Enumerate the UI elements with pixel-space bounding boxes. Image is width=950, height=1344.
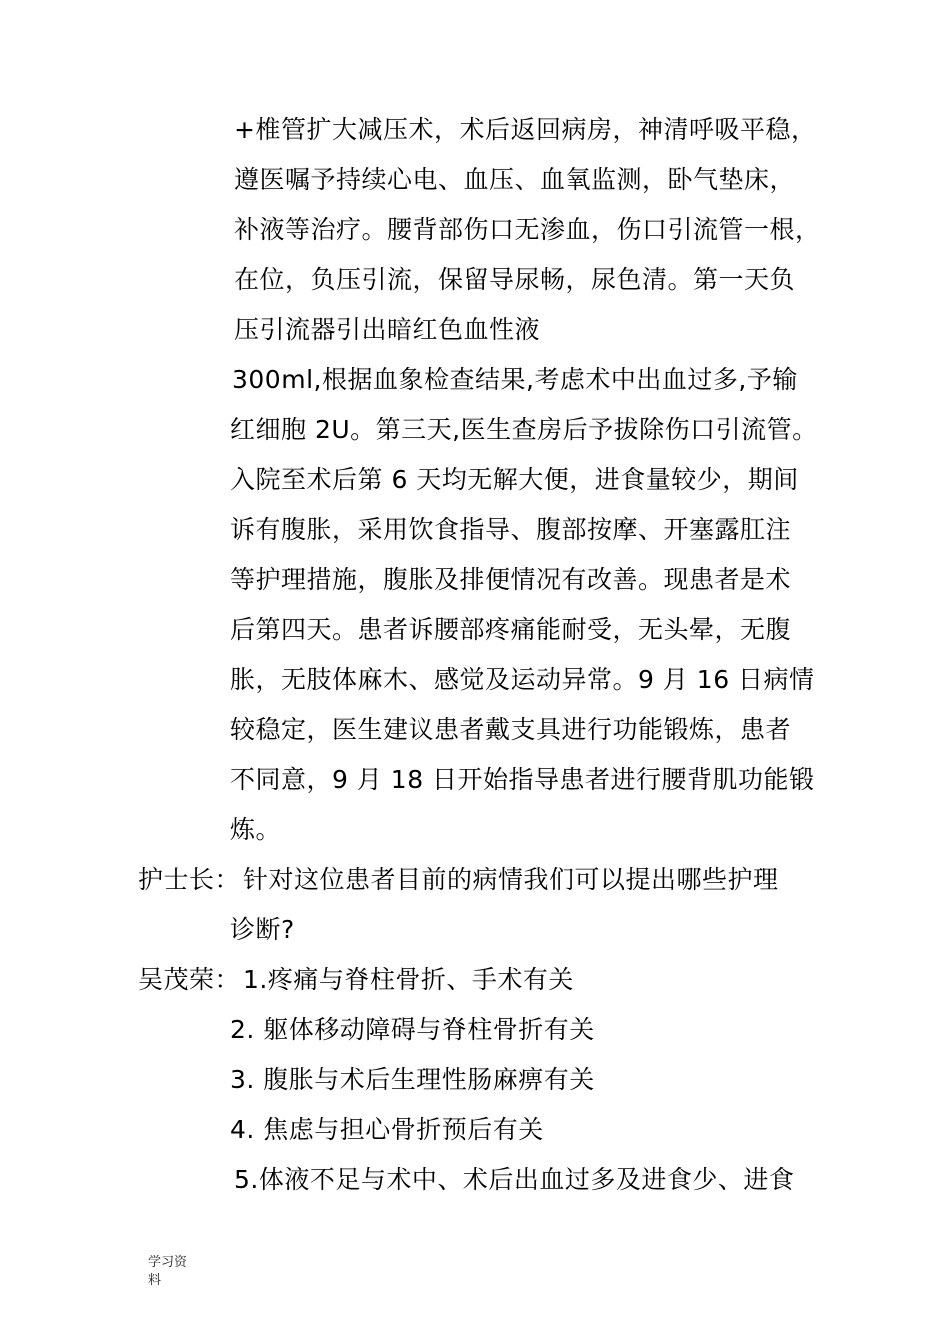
case-line: 300ml,根据血象检查结果,考虑术中出血过多,予输 — [232, 365, 798, 394]
diagnosis-item-1: 1.疼痛与脊柱骨折、手术有关 — [243, 965, 574, 994]
page-footer — [148, 1254, 208, 1290]
diagnosis-item-2: 2. 躯体移动障碍与脊柱骨折有关 — [230, 1015, 595, 1044]
case-line: 胀，无肢体麻木、感觉及运动异常。9 月 16 日病情 — [230, 665, 815, 694]
case-line: +椎管扩大减压术，术后返回病房，神清呼吸平稳， — [234, 115, 817, 144]
speaker-label-wu-maorong: 吴茂荣： — [138, 965, 241, 994]
footer-line: 学习资 — [148, 1255, 188, 1270]
case-line: 后第四天。患者诉腰部疼痛能耐受，无头晕，无腹 — [230, 615, 792, 644]
case-line: 在位，负压引流，保留导尿畅，尿色清。第一天负 — [234, 265, 796, 294]
case-line: 等护理措施，腹胀及排便情况有改善。现患者是术 — [230, 565, 792, 594]
head-nurse-question: 针对这位患者目前的病情我们可以提出哪些护理 — [243, 865, 779, 894]
diagnosis-item-4: 4. 焦虑与担心骨折预后有关 — [230, 1115, 544, 1144]
footer-line: 料 — [148, 1273, 162, 1288]
case-line: 遵医嘱予持续心电、血压、血氧监测，卧气垫床， — [234, 165, 796, 194]
case-line: 压引流器引出暗红色血性液 — [234, 315, 541, 344]
speaker-label-head-nurse: 护士长： — [138, 865, 241, 894]
case-line: 不同意，9 月 18 日开始指导患者进行腰背肌功能锻 — [230, 765, 815, 794]
case-line: 红细胞 2U。第三天,医生查房后予拔除伤口引流管。 — [230, 415, 818, 444]
case-line: 诉有腹胀，采用饮食指导、腹部按摩、开塞露肛注 — [230, 515, 792, 544]
case-line: 较稳定，医生建议患者戴支具进行功能锻炼，患者 — [230, 715, 792, 744]
head-nurse-question-cont: 诊断? — [230, 915, 295, 944]
diagnosis-item-3: 3. 腹胀与术后生理性肠麻痹有关 — [230, 1065, 595, 1094]
case-line: 入院至术后第 6 天均无解大便，进食量较少，期间 — [230, 465, 799, 494]
case-line: 补液等治疗。腰背部伤口无渗血，伤口引流管一根， — [234, 215, 821, 244]
diagnosis-item-5: 5.体液不足与术中、术后出血过多及进食少、进食 — [234, 1165, 795, 1194]
case-line: 炼。 — [230, 815, 282, 844]
